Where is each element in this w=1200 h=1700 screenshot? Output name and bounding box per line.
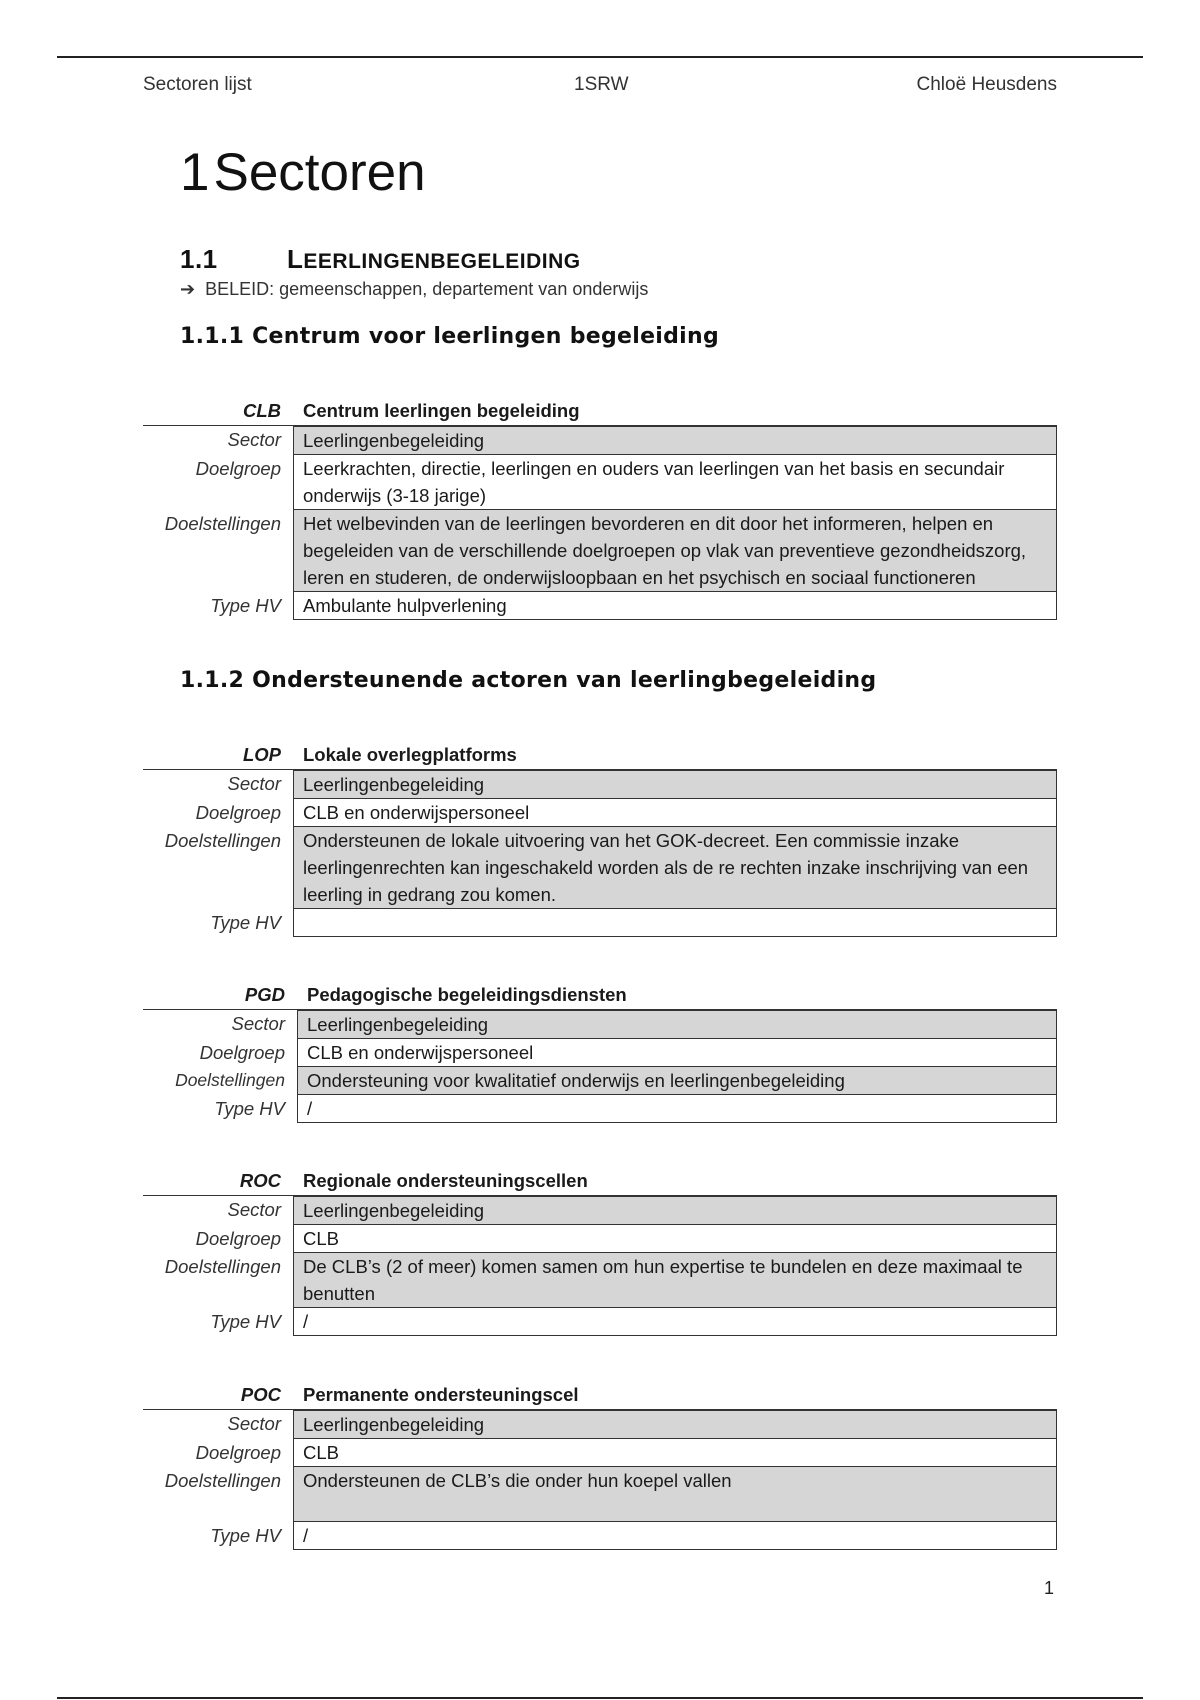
table-row — [143, 510, 1057, 592]
table-full-name: Permanente ondersteuningscel — [303, 1384, 579, 1405]
row-value: / — [297, 1095, 1057, 1123]
table-title-row — [143, 1168, 1057, 1196]
row-label: Doelgroep — [195, 802, 281, 823]
subsection-number: 1.1.1 — [180, 324, 245, 349]
table-row — [143, 1439, 1057, 1467]
table-row — [143, 1253, 1057, 1308]
table-title-row — [143, 1382, 1057, 1410]
row-value: CLB en onderwijspersoneel — [293, 799, 1057, 827]
row-value: Leerlingenbegeleiding — [293, 1196, 1057, 1225]
subsection-title: Ondersteunende actoren van leerlingbegeleiding — [252, 668, 877, 693]
header-rule — [57, 56, 1143, 58]
table-full-name: Lokale overlegplatforms — [303, 744, 517, 765]
row-label: Sector — [227, 773, 281, 794]
row-label: Doelstellingen — [164, 830, 281, 851]
row-label: Type HV — [210, 595, 281, 616]
chapter-title: Sectoren — [213, 143, 426, 202]
row-label: Sector — [227, 1413, 281, 1434]
table-row — [143, 1095, 1057, 1123]
row-label: Doelgroep — [199, 1042, 285, 1063]
row-label: Sector — [227, 429, 281, 450]
header-right: Chloë Heusdens — [916, 74, 1057, 95]
table-title-row — [143, 742, 1057, 770]
row-value: Leerlingenbegeleiding — [297, 1010, 1057, 1039]
table-row — [143, 799, 1057, 827]
row-value — [293, 909, 1057, 937]
table-title-row — [143, 398, 1057, 426]
chapter-heading — [180, 142, 426, 203]
row-value: / — [293, 1308, 1057, 1336]
table-row — [143, 770, 1057, 799]
row-label: Doelstellingen — [164, 1470, 281, 1491]
arrow-right-icon: ➔ — [180, 279, 196, 299]
row-value: Ambulante hulpverlening — [293, 592, 1057, 620]
table-row — [143, 592, 1057, 620]
table-lop — [143, 742, 1057, 937]
table-row — [143, 1522, 1057, 1550]
row-label: Doelstellingen — [164, 1256, 281, 1277]
table-row — [143, 1039, 1057, 1067]
row-label: Doelgroep — [195, 1442, 281, 1463]
table-full-name: Regionale ondersteuningscellen — [303, 1170, 588, 1191]
row-label: Sector — [231, 1013, 285, 1034]
row-label: Type HV — [210, 1525, 281, 1546]
table-poc — [143, 1382, 1057, 1550]
section-number: 1.1 — [180, 244, 218, 274]
row-value: Ondersteuning voor kwalitatief onderwijs en leerlingenbegeleiding — [297, 1067, 1057, 1095]
table-full-name: Pedagogische begeleidingsdiensten — [307, 984, 627, 1005]
row-value: Het welbevinden van de leerlingen bevorderen en dit door het informeren, helpen en begeleiden van de verschillende doelgroepen op vlak van preventieve gezondheidszorg, leren en studeren, de onderwijsloopbaan en het psychisch en sociaal functioneren — [293, 510, 1057, 592]
table-abbreviation: PGD — [244, 984, 285, 1005]
row-label: Type HV — [214, 1098, 285, 1119]
header-center: 1SRW — [574, 74, 629, 95]
table-row — [143, 909, 1057, 937]
table-abbreviation: LOP — [242, 744, 281, 765]
row-value: CLB — [293, 1225, 1057, 1253]
table-row — [143, 1467, 1057, 1522]
table-roc — [143, 1168, 1057, 1336]
table-row — [143, 455, 1057, 510]
header-left: Sectoren lijst — [143, 74, 252, 95]
row-value: Leerlingenbegeleiding — [293, 1410, 1057, 1439]
row-value: Ondersteunen de lokale uitvoering van het GOK-decreet. Een commissie inzake leerlingenrechten kan ingeschakeld worden als de re rechten inzake inschrijving van een leerling in gedrang zou komen. — [293, 827, 1057, 909]
table-full-name: Centrum leerlingen begeleiding — [303, 400, 580, 421]
table-title-row — [143, 982, 1057, 1010]
row-value: Ondersteunen de CLB’s die onder hun koepel vallen — [293, 1467, 1057, 1522]
subsection-title: Centrum voor leerlingen begeleiding — [252, 324, 720, 349]
table-abbreviation: CLB — [242, 400, 281, 421]
row-label: Doelgroep — [195, 1228, 281, 1249]
table-row — [143, 426, 1057, 455]
row-label: Doelstellingen — [164, 513, 281, 534]
row-value: / — [293, 1522, 1057, 1550]
row-label: Doelgroep — [195, 458, 281, 479]
table-row — [143, 1067, 1057, 1095]
section-title-initial: L — [287, 244, 304, 274]
chapter-number: 1 — [180, 143, 210, 202]
table-clb — [143, 398, 1057, 620]
table-row — [143, 1196, 1057, 1225]
subsection-heading-2 — [180, 668, 876, 693]
section-note — [180, 279, 648, 300]
table-pgd — [143, 982, 1057, 1123]
section-title-rest: EERLINGENBEGELEIDING — [303, 250, 581, 273]
table-row — [143, 827, 1057, 909]
page-number: 1 — [1044, 1578, 1055, 1598]
row-value: Leerlingenbegeleiding — [293, 770, 1057, 799]
row-value: CLB en onderwijspersoneel — [297, 1039, 1057, 1067]
table-row — [143, 1410, 1057, 1439]
row-label: Sector — [227, 1199, 281, 1220]
table-abbreviation: POC — [240, 1384, 281, 1405]
row-value: De CLB’s (2 of meer) komen samen om hun expertise te bundelen en deze maximaal te benutten — [293, 1253, 1057, 1308]
row-value: CLB — [293, 1439, 1057, 1467]
row-value: Leerkrachten, directie, leerlingen en ouders van leerlingen van het basis en secundair onderwijs (3-18 jarige) — [293, 455, 1057, 510]
table-row — [143, 1308, 1057, 1336]
subsection-heading-1 — [180, 324, 719, 349]
row-label: Doelstellingen — [175, 1070, 285, 1090]
row-label: Type HV — [210, 912, 281, 933]
footer-rule — [57, 1697, 1143, 1699]
table-row — [143, 1010, 1057, 1039]
table-abbreviation: ROC — [239, 1170, 281, 1191]
row-label: Type HV — [210, 1311, 281, 1332]
row-value: Leerlingenbegeleiding — [293, 426, 1057, 455]
table-row — [143, 1225, 1057, 1253]
subsection-number: 1.1.2 — [180, 668, 245, 693]
section-heading — [180, 244, 581, 275]
page-header — [143, 74, 1057, 100]
section-note-text: BELEID: gemeenschappen, departement van onderwijs — [205, 279, 649, 299]
